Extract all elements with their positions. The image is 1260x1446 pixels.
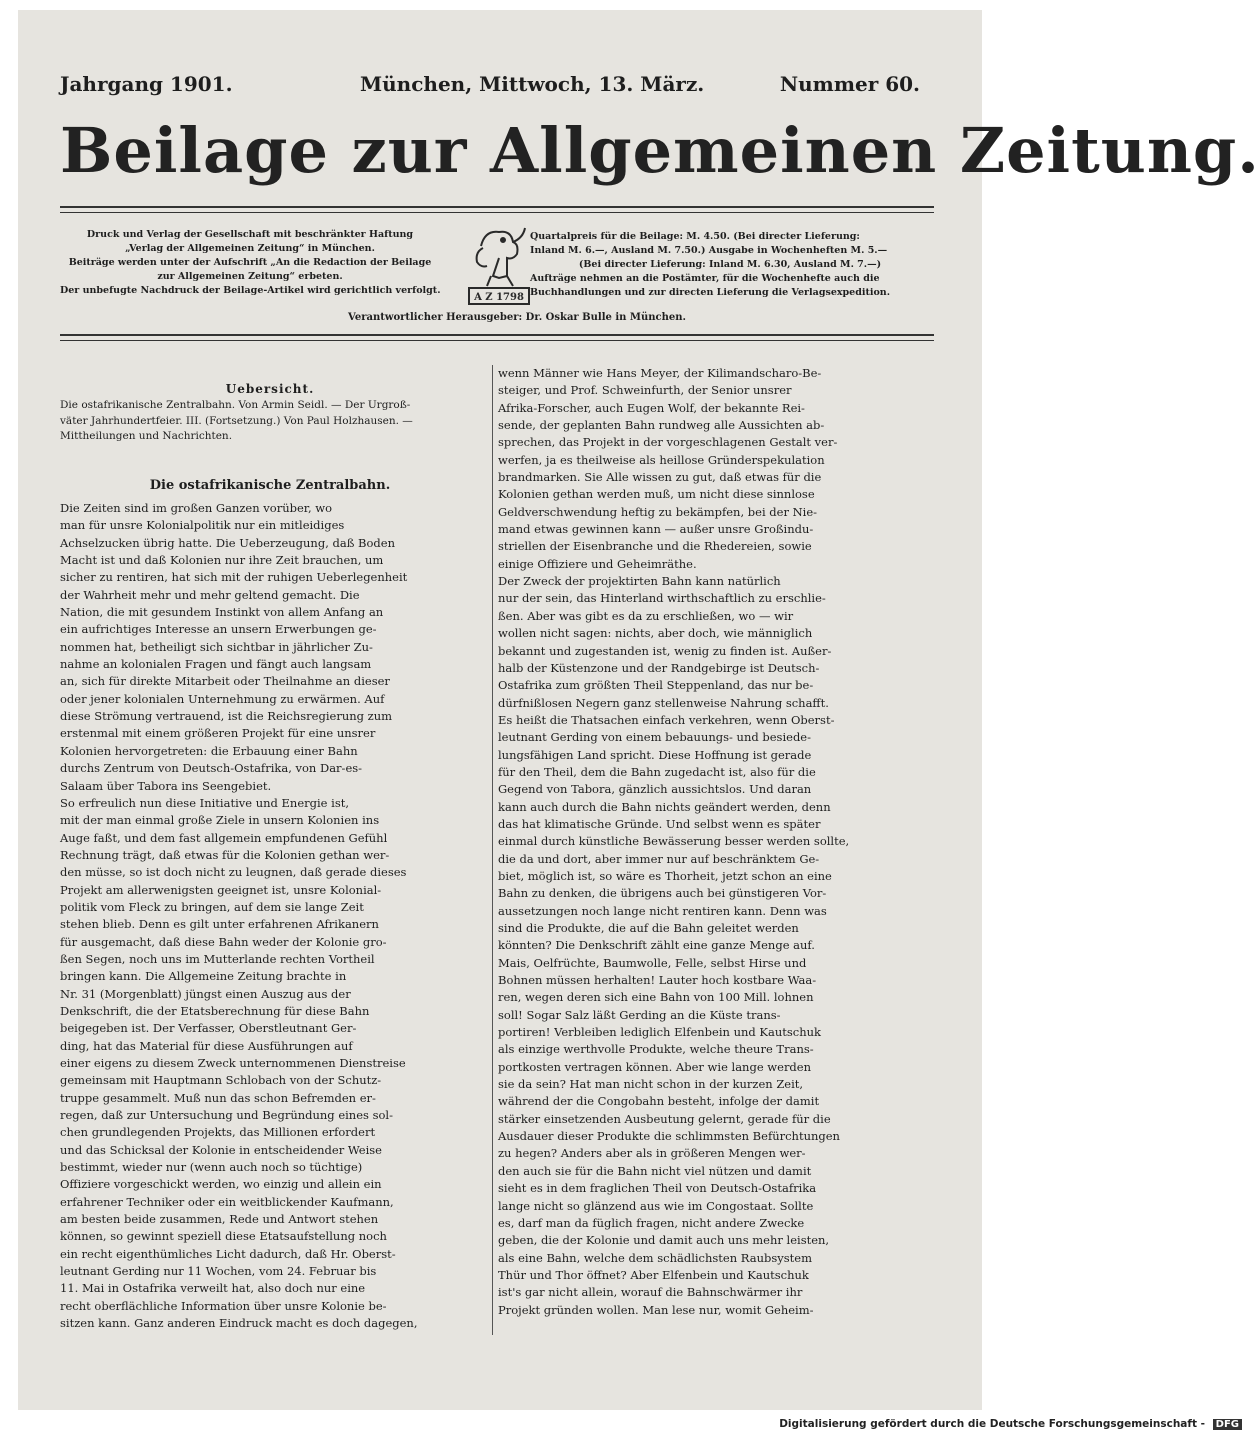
article-line: leutnant Gerding von einem bebauungs- und besiede- [498,730,811,745]
article-line: Gegend von Tabora, gänzlich aussichtslos. Und daran [498,782,812,797]
article-line: portkosten vertragen können. Aber wie lange werden [498,1059,812,1074]
article-line: Afrika-Forscher, auch Eugen Wolf, der bekannte Rei- [498,400,805,415]
article-line: Der Zweck der projektirten Bahn kann natürlich [498,574,781,589]
article-line: erstenmal mit einem größeren Projekt für eine unsrer [60,726,376,741]
imprint-line: Druck und Verlag der Gesellschaft mit beschränkter Haftung [86,229,414,240]
article-line: nur der sein, das Hinterland wirthschaftlich zu erschlie- [498,591,826,606]
article-line: So erfreulich nun diese Initiative und Energie ist, [60,795,349,810]
article-line: ßen. Aber was gibt es da zu erschließen, wo — wir [498,608,794,623]
article-line: Die Zeiten sind im großen Ganzen vorüber, wo [60,501,333,515]
article-line: für ausgemacht, daß diese Bahn weder der Kolonie gro- [60,934,387,949]
article-line: ßen Segen, noch uns im Mutterlande rechten Vortheil [60,951,375,966]
article-line: portiren! Verbleiben lediglich Elfenbein und Kautschuk [498,1025,821,1040]
article-line: Achselzucken übrig hatte. Die Ueberzeugung, daß Boden [60,535,396,550]
article-line: ein recht eigenthümliches Licht dadurch, daß Hr. Oberst- [60,1246,396,1261]
masthead-rule [60,206,934,213]
article-line: durchs Zentrum von Deutsch-Ostafrika, von Dar-es- [60,761,363,776]
article-line: geben, die der Kolonie und damit auch uns mehr leisten, [498,1233,830,1248]
article-line: Nation, die mit gesundem Instinkt von allem Anfang an [60,605,384,620]
article-line: mit der man einmal große Ziele in unsern Kolonien ins [60,813,380,828]
article-line: chen grundlegenden Projekts, das Millionen erfordert [60,1125,376,1140]
article-line: Geldverschwendung heftig zu bekämpfen, bei der Nie- [498,504,818,519]
article-line: oder jener kolonialen Unternehmung zu erwärmen. Auf [60,691,385,706]
lion-emblem-icon [463,216,535,311]
article-line: regen, daß zur Untersuchung und Begründung eines sol- [60,1108,393,1123]
article-line: stehen blieb. Denn es gilt unter erfahrenen Afrikanern [60,917,379,932]
overview-line: väter Jahrhundertfeier. III. (Fortsetzung.) Von Paul Holzhausen. — [60,414,413,427]
article-line: Offiziere vorgeschickt werden, wo einzig und allein ein [60,1177,382,1192]
article-line: Projekt gründen wollen. Man lese nur, womit Geheim- [498,1302,814,1317]
article-line: gemeinsam mit Hauptmann Schlobach von der Schutz- [60,1073,382,1088]
article-line: Bohnen müssen herhalten! Lauter hoch kostbare Waa- [498,973,817,988]
volume-label: Jahrgang 1901. [60,72,233,96]
article-line: als eine Bahn, welche dem schädlichsten Raubsystem [498,1250,812,1265]
article-line: Mais, Oelfrüchte, Baumwolle, Felle, selbst Hirse und [498,955,807,970]
pricing-block [530,230,930,300]
pricing-line: Quartalpreis für die Beilage: M. 4.50. (Bei directer Lieferung: [530,231,860,242]
article-line: Denkschrift, die der Etatsberechnung für diese Bahn [60,1003,370,1018]
article-line: Nr. 31 (Morgenblatt) jüngst einen Auszug aus der [60,986,351,1001]
article-line: kann auch durch die Bahn nichts geändert werden, denn [498,799,831,814]
pricing-line: Buchhandlungen und zur directen Lieferung die Verlagsexpedition. [530,287,891,298]
article-line: beigegeben ist. Der Verfasser, Oberstleutnant Ger- [60,1021,357,1036]
article-line: ding, hat das Material für diese Ausführungen auf [60,1038,353,1053]
article-line: und das Schicksal der Kolonie in entscheidender Weise [60,1142,382,1157]
article-line: es, darf man da füglich fragen, nicht andere Zwecke [498,1215,805,1230]
article-line: der Wahrheit mehr und mehr geltend gemacht. Die [60,587,360,602]
article-line: brandmarken. Sie Alle wissen zu gut, daß etwas für die [498,470,822,485]
article-line: sende, der geplanten Bahn rundweg alle Aussichten ab- [498,418,825,433]
article-line: am besten beide zusammen, Rede und Antwort stehen [60,1212,379,1227]
article-line: biet, möglich ist, so wäre es Thorheit, jetzt schon an eine [498,868,832,883]
imprint-block [60,228,440,298]
article-line: sind die Produkte, die auf die Bahn geleitet werden [498,921,799,935]
article-line: das hat klimatische Gründe. Und selbst wenn es später [498,816,821,831]
article-line: sieht es in dem fraglichen Theil von Deutsch-Ostafrika [498,1181,817,1196]
overview-contents [60,398,480,445]
article-line: während der die Congobahn besteht, infolge der damit [498,1094,820,1109]
article-line: Ostafrika zum größten Theil Steppenland, das nur be- [498,678,814,693]
article-line: mand etwas gewinnen kann — außer unsre Großindu- [498,522,814,537]
article-line: könnten? Die Denkschrift zählt eine ganze Menge auf. [498,938,815,953]
article-line: die da und dort, aber immer nur auf beschränktem Ge- [498,851,820,866]
article-line: Rechnung trägt, daß etwas für die Kolonien gethan wer- [60,847,390,862]
article-line: Kolonien gethan werden muß, um nicht diese sinnlose [498,487,815,502]
article-line: Es heißt die Thatsachen einfach verkehren, wenn Oberst- [498,712,835,727]
article-line: bekannt und zugestanden ist, wenig zu finden ist. Außer- [498,643,832,658]
article-line: striellen der Eisenbranche und die Rhedereien, sowie [498,539,812,554]
article-line: nommen hat, betheiligt sich sichtbar in jährlicher Zu- [60,639,373,654]
article-line: man für unsre Kolonialpolitik nur ein mitleidiges [60,518,345,533]
digitization-credit [779,1418,1242,1430]
article-line: ist's gar nicht allein, worauf die Bahnschwärmer ihr [498,1285,803,1300]
article-line: sitzen kann. Ganz anderen Eindruck macht es doch dagegen, [60,1316,418,1331]
overview-line: Mittheilungen und Nachrichten. [60,430,233,442]
credit-text: Digitalisierung gefördert durch die Deutsche Forschungsgemeinschaft - [779,1418,1205,1430]
header-bottom-rule [60,334,934,341]
masthead-top-line [60,72,920,112]
article-line: diese Strömung vertrauend, ist die Reichsregierung zum [60,709,393,724]
imprint-line: „Verlag der Allgemeinen Zeitung“ in München. [125,243,375,254]
article-line: einmal durch künstliche Bewässerung besser werden sollte, [498,834,850,849]
article-line: nahme an kolonialen Fragen und fängt auch langsam [60,657,372,672]
article-line: sie da sein? Hat man nicht schon in der kurzen Zeit, [498,1077,804,1092]
article-line: sicher zu rentiren, hat sich mit der ruhigen Ueberlegenheit [60,570,408,585]
article-line: dürfnißlosen Negern ganz stellenweise Nahrung schafft. [498,695,829,710]
article-line: Projekt am allerwenigsten geeignet ist, unsre Kolonial- [60,882,382,897]
newspaper-page [18,10,1260,1410]
article-line: einer eigens zu diesem Zweck unternommenen Dienstreise [60,1056,406,1070]
article-line: recht oberflächliche Information über unsre Kolonie be- [60,1298,387,1313]
article-line: Auge faßt, und dem fast allgemein empfundenen Gefühl [60,830,388,845]
article-line: ren, wegen deren sich eine Bahn von 100 Mill. lohnen [498,990,814,1005]
issue-number: Nummer 60. [779,72,920,96]
article-line: lange nicht so glänzend aus wie im Congostaat. Sollte [498,1198,814,1213]
article-line: soll! Sogar Salz läßt Gerding an die Küste trans- [498,1007,781,1022]
dfg-logo: DFG [1213,1419,1242,1430]
article-title: Die ostafrikanische Zentralbahn. [149,478,391,493]
article-line: einige Offiziere und Geheimräthe. [498,556,697,571]
article-line: Thür und Thor öffnet? Aber Elfenbein und Kautschuk [498,1267,809,1282]
emblem-text: A Z 1798 [474,292,524,303]
article-line: den müsse, so ist doch nicht zu leugnen, daß gerade dieses [60,865,407,880]
overview-heading: Uebersicht. [225,382,315,396]
article-line: Bahn zu denken, die übrigens auch bei günstigeren Vor- [498,886,827,901]
article-line: lungsfähigen Land spricht. Diese Hoffnung ist gerade [498,747,812,762]
article-line: politik vom Fleck zu bringen, auf dem sie lange Zeit [60,899,364,914]
article-line: bringen kann. Die Allgemeine Zeitung brachte in [60,969,347,984]
article-line: steiger, und Prof. Schweinfurth, der Senior unsrer [498,383,792,398]
pricing-line: Inland M. 6.—, Ausland M. 7.50.) Ausgabe in Wochenheften M. 5.— [530,245,888,256]
editor-line: Verantwortlicher Herausgeber: Dr. Oskar Bulle in München. [348,312,686,323]
article-line: zu hegen? Anders aber als in größeren Mengen wer- [498,1146,806,1161]
article-line: 11. Mai in Ostafrika verweilt hat, also doch nur eine [60,1281,366,1296]
article-line: ein aufrichtiges Interesse an unsern Erwerbungen ge- [60,622,377,637]
imprint-line: zur Allgemeinen Zeitung“ erbeten. [157,271,343,282]
article-line: halb der Küstenzone und der Randgebirge ist Deutsch- [498,660,820,675]
overview-line: Die ostafrikanische Zentralbahn. Von Armin Seidl. — Der Urgroß- [60,399,411,411]
article-line: truppe gesammelt. Muß nun das schon Befremden er- [60,1090,376,1105]
dateline: München, Mittwoch, 13. März. [360,72,705,96]
article-line: leutnant Gerding nur 11 Wochen, vom 24. Februar bis [60,1264,377,1279]
newspaper-title: Beilage zur Allgemeinen Zeitung. [60,114,1260,187]
article-line: wenn Männer wie Hans Meyer, der Kilimandscharo-Be- [498,366,822,380]
imprint-line: Der unbefugte Nachdruck der Beilage-Artikel wird gerichtlich verfolgt. [60,285,441,296]
article-line: bestimmt, wieder nur (wenn auch noch so tüchtige) [60,1160,363,1175]
article-line: können, so gewinnt speziell diese Etatsaufstellung noch [60,1229,387,1244]
article-column-1 [60,500,480,1333]
article-line: Macht ist und daß Kolonien nur ihre Zeit brauchen, um [60,553,384,568]
article-line: den auch sie für die Bahn nicht viel nützen und damit [498,1163,812,1178]
article-line: erfahrener Techniker oder ein weitblickender Kaufmann, [60,1194,394,1209]
article-line: Salaam über Tabora ins Seengebiet. [60,778,272,793]
article-line: als einzige werthvolle Produkte, welche theure Trans- [498,1042,814,1057]
article-column-2 [498,365,924,1319]
article-line: an, sich für direkte Mitarbeit oder Theilnahme an dieser [60,674,390,689]
pricing-line: Aufträge nehmen an die Postämter, für die Wochenhefte auch die [530,273,880,284]
article-line: Kolonien hervorgetreten: die Erbauung einer Bahn [60,743,358,758]
article-line: Ausdauer dieser Produkte die schlimmsten Befürchtungen [498,1129,840,1144]
article-line: werfen, ja es theilweise als heillose Gründerspekulation [498,452,825,467]
article-line: sprechen, das Projekt in der vorgeschlagenen Gestalt ver- [498,435,838,450]
article-line: aussetzungen noch lange nicht rentiren kann. Denn was [498,903,827,918]
column-divider [492,365,493,1335]
article-line: wollen nicht sagen: nichts, aber doch, wie männiglich [498,626,813,641]
pricing-line: (Bei directer Lieferung: Inland M. 6.30, Ausland M. 7.—) [578,259,882,270]
article-line: für den Theil, dem die Bahn zugedacht ist, also für die [498,764,816,779]
article-line: stärker einsetzenden Ausbeutung gelernt, gerade für die [498,1111,831,1126]
imprint-line: Beiträge werden unter der Aufschrift „An die Redaction der Beilage [68,257,432,268]
